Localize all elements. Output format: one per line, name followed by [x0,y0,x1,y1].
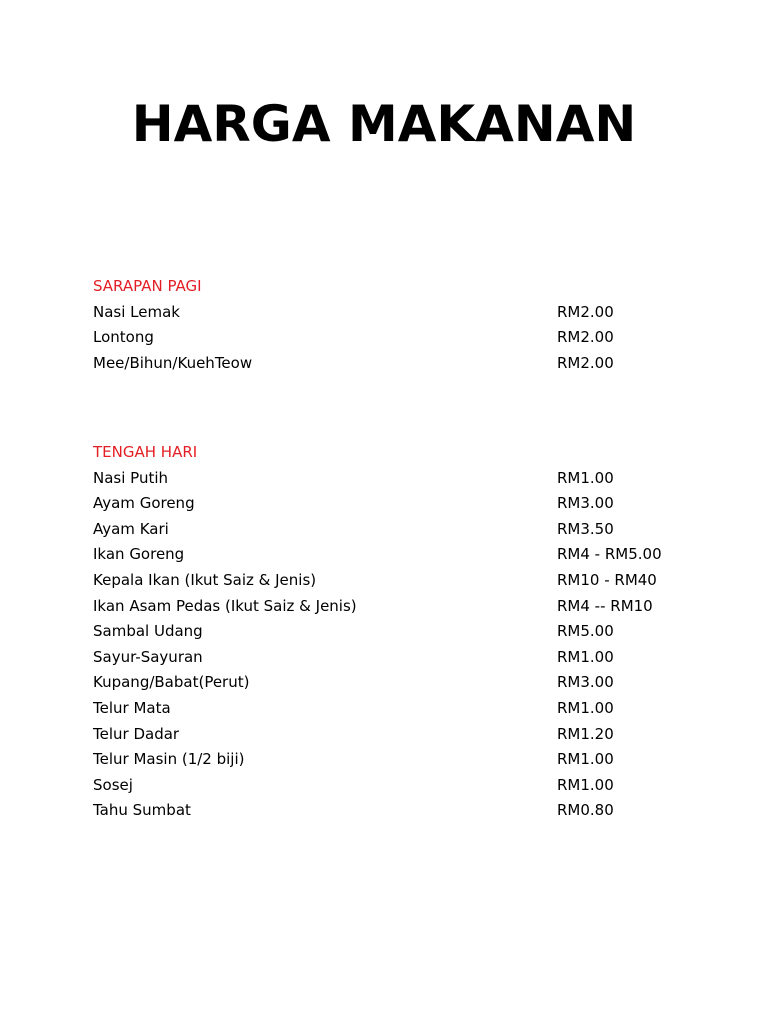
item-name: Nasi Putih [93,468,169,487]
item-price: RM1.20 [557,724,614,743]
item-price: RM1.00 [557,647,614,666]
menu-item [93,351,713,377]
item-price: RM10 - RM40 [557,570,657,589]
item-name: Ayam Kari [93,519,169,538]
item-name: Mee/Bihun/KuehTeow [93,353,253,372]
menu-item [93,568,713,594]
item-price: RM4 -- RM10 [557,596,653,615]
menu-item [93,798,713,824]
item-name: Kepala Ikan (Ikut Saiz & Jenis) [93,570,317,589]
menu-item [93,517,713,543]
page-title: HARGA MAKANAN [131,95,637,153]
menu-item [93,542,713,568]
menu-item [93,594,713,620]
section-heading: SARAPAN PAGI [93,277,202,295]
item-price: RM0.80 [557,801,614,820]
item-price: RM2.00 [557,328,614,347]
menu-item [93,773,713,799]
item-price: RM5.00 [557,622,614,641]
item-name: Telur Masin (1/2 biji) [93,750,245,769]
menu-item [93,696,713,722]
item-name: Ayam Goreng [93,494,195,513]
item-name: Ikan Goreng [93,545,185,564]
item-price: RM3.50 [557,519,614,538]
item-name: Telur Mata [93,698,171,717]
menu-item [93,670,713,696]
item-price: RM2.00 [557,302,614,321]
section-sarapan-pagi [93,274,713,376]
section-tengah-hari [93,440,713,824]
item-name: Sosej [93,775,133,794]
item-name: Sambal Udang [93,622,203,641]
section-heading: TENGAH HARI [93,443,198,461]
item-name: Kupang/Babat(Perut) [93,673,250,692]
menu-item [93,491,713,517]
menu-item [93,722,713,748]
item-price: RM1.00 [557,468,614,487]
menu-item [93,466,713,492]
item-price: RM4 - RM5.00 [557,545,662,564]
item-name: Nasi Lemak [93,302,180,321]
item-price: RM3.00 [557,494,614,513]
item-name: Ikan Asam Pedas (Ikut Saiz & Jenis) [93,596,357,615]
item-price: RM2.00 [557,353,614,372]
item-price: RM1.00 [557,775,614,794]
item-name: Sayur-Sayuran [93,647,203,666]
item-price: RM1.00 [557,698,614,717]
item-name: Telur Dadar [93,724,180,743]
menu-item [93,747,713,773]
item-name: Tahu Sumbat [93,801,191,820]
item-name: Lontong [93,328,154,347]
item-price: RM1.00 [557,750,614,769]
menu-item [93,300,713,326]
menu-item [93,645,713,671]
menu-item [93,619,713,645]
menu-item [93,325,713,351]
item-price: RM3.00 [557,673,614,692]
